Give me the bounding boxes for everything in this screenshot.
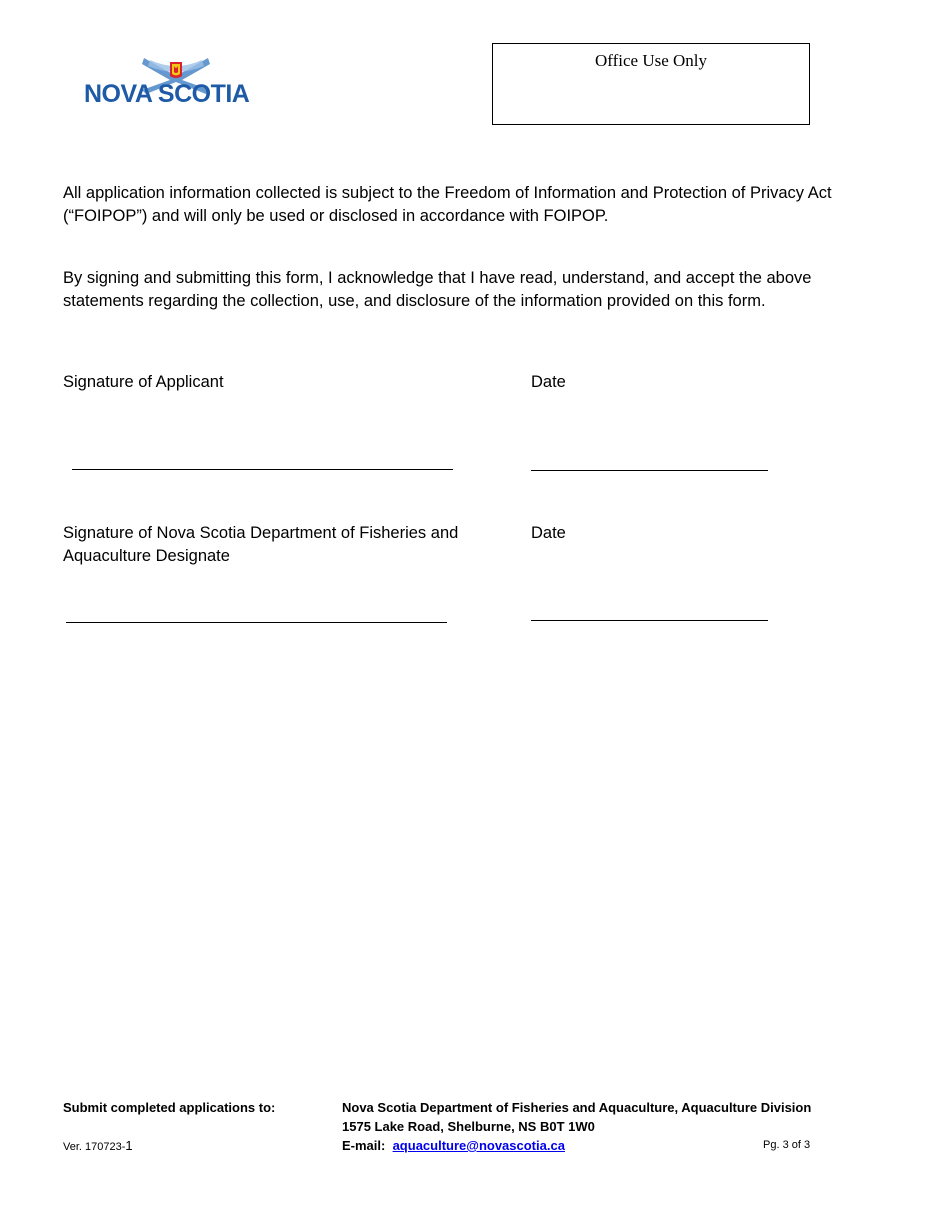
applicant-signature-label: Signature of Applicant xyxy=(63,373,224,391)
submit-label: Submit completed applications to: xyxy=(63,1100,276,1115)
version-prefix: Ver. 170723- xyxy=(63,1141,126,1153)
designate-signature-label xyxy=(63,522,458,568)
designate-date-label: Date xyxy=(531,524,566,542)
office-use-box xyxy=(492,43,810,125)
nova-scotia-logo xyxy=(84,54,274,110)
footer-address: 1575 Lake Road, Shelburne, NS B0T 1W0 xyxy=(342,1119,595,1134)
designate-date-line[interactable] xyxy=(531,620,768,621)
applicant-date-label: Date xyxy=(531,373,566,391)
page-number: Pg. 3 of 3 xyxy=(763,1139,811,1151)
office-use-label: Office Use Only xyxy=(594,51,708,70)
footer-email-link[interactable]: aquaculture@novascotia.ca xyxy=(392,1138,565,1153)
footer-email-label: E-mail: xyxy=(342,1138,386,1153)
acknowledgement-paragraph: By signing and submitting this form, I acknowledge that I have read, understand, and accept the above statements regarding the collection, use, and disclosure of the information provided on this form. xyxy=(63,269,812,310)
foipop-paragraph: All application information collected is subject to the Freedom of Information and Protection of Privacy Act (“FOIPOP”) and will only be used or disclosed in accordance with FOIPOP. xyxy=(63,184,832,225)
footer-contact xyxy=(342,1098,902,1155)
applicant-date-line[interactable] xyxy=(531,470,768,471)
designate-label-line-2: Aquaculture Designate xyxy=(63,547,230,565)
logo-wordmark: NOVA SCOTIA xyxy=(84,80,250,108)
version-suffix: 1 xyxy=(125,1138,133,1153)
footer-email-row xyxy=(342,1136,902,1155)
version-number xyxy=(63,1138,133,1153)
applicant-signature-line[interactable] xyxy=(72,469,453,470)
designate-signature-line[interactable] xyxy=(66,622,447,623)
footer-department: Nova Scotia Department of Fisheries and Aquaculture, Aquaculture Division xyxy=(342,1100,812,1115)
designate-label-line-1: Signature of Nova Scotia Department of Fisheries and xyxy=(63,524,459,542)
